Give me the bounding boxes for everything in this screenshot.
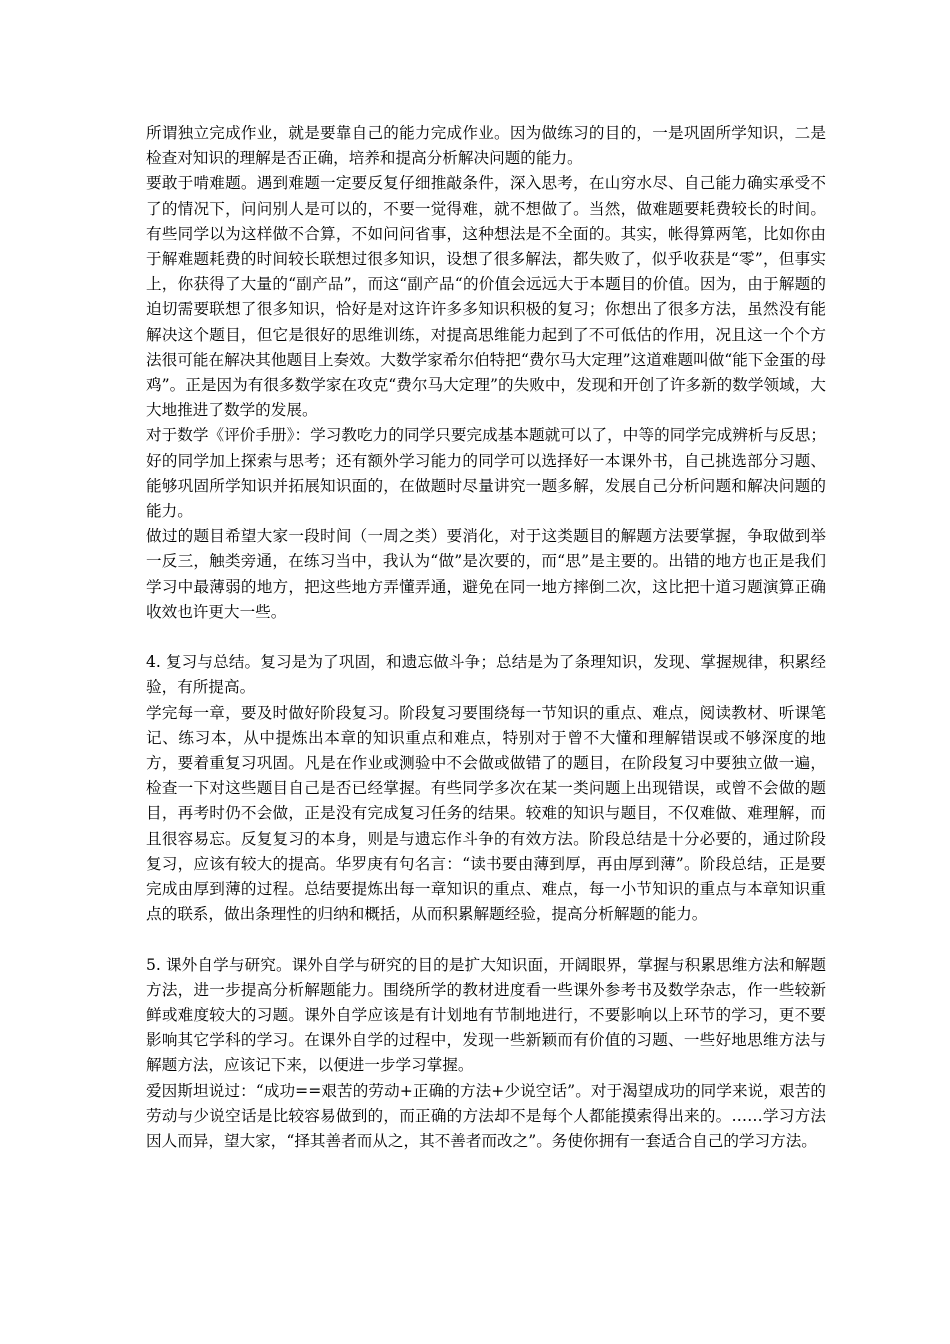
paragraph-independent-homework: 所谓独立完成作业，就是要靠自己的能力完成作业。因为做练习的目的，一是巩固所学知识，二是检查对知识的理解是否正确，培养和提高分析解决问题的能力。 — [146, 124, 826, 168]
paragraph-spacer — [146, 927, 826, 952]
paragraph-hard-problems: 要敢于啃难题。遇到难题一定要反复仔细推敲条件，深入思考，在山穷水尽、自己能力确实承受不了的情况下，问问别人是可以的，不要一觉得难，就不想做了。当然，做难题要耗费较长的时间。有些同学以为这样做不合算，不如问问省事，这种想法是不全面的。其实，帐得算两笔，比如你由于解难题耗费的时间较长联想过很多知识，设想了很多解法，都失败了，似乎收获是“零”，但事实上，你获得了大量的“副产品”，而这“副产品“的价值会远远大于本题目的价值。因为，由于解题的迫切需要联想了很多知识，恰好是对这许许多多知识积极的复习；你想出了很多方法，虽然没有能解决这个题目，但它是很好的思维训练，对提高思维能力起到了不可低估的作用，况且这一个个方法很可能在解决其他题目上奏效。大数学家希尔伯特把“费尔马大定理”这道难题叫做“能下金蛋的母鸡”。正是因为有很多数学家在攻克“费尔马大定理”的失败中，发现和开创了许多新的数学领域，大大地推进了数学的发展。 — [146, 174, 826, 420]
paragraph-einstein-quote: 爱因斯坦说过：“成功==艰苦的劳动+正确的方法+少说空话”。对于渴望成功的同学来说，艰苦的劳动与少说空话是比较容易做到的，而正确的方法却不是每个人都能摸索得出来的。……学习方法因人而异，望大家，“择其善者而从之，其不善者而改之”。务使你拥有一套适合自己的学习方法。 — [146, 1081, 826, 1151]
paragraph-stage-review: 学完每一章，要及时做好阶段复习。阶段复习要围绕每一节知识的重点、难点，阅读教材、听课笔记、练习本，从中提炼出本章的知识重点和难点，特别对于曾不大懂和理解错误或不够深度的地方，要着重复习巩固。凡是在作业或测验中不会做或做错了的题目，在阶段复习中要独立做一遍，检查一下对这些题目自己是否已经掌握。有些同学多次在某一类问题上出现错误，或曾不会做的题目，再考时仍不会做，正是没有完成复习任务的结果。较难的知识与题目，不仅难做、难理解，而且很容易忘。反复复习的本身，则是与遗忘作斗争的有效方法。阶段总结是十分必要的，通过阶段复习，应该有较大的提高。华罗庚有句名言：“读书要由薄到厚，再由厚到薄”。阶段总结，正是要完成由厚到薄的过程。总结要提炼出每一章知识的重点、难点，每一小节知识的重点与本章知识重点的联系，做出条理性的归纳和概括，从而积累解题经验，提高分析解题的能力。 — [146, 703, 826, 924]
document-body — [146, 121, 826, 1154]
paragraph-evaluation-handbook: 对于数学《评价手册》：学习教吃力的同学只要完成基本题就可以了，中等的同学完成辨析与反思；好的同学加上探索与思考；还有额外学习能力的同学可以选择好一本课外书，自己挑选部分习题、能够巩固所学知识并拓展知识面的，在做题时尽量讲究一题多解，发展自己分析问题和解决问题的能力。 — [146, 426, 826, 521]
paragraph-spacer — [146, 625, 826, 650]
paragraph-self-study-heading: 5. 课外自学与研究。课外自学与研究的目的是扩大知识面，开阔眼界，掌握与积累思维方法和解题方法，进一步提高分析解题能力。围绕所学的教材进度看一些课外参考书及数学杂志，作一些较新鲜或难度较大的习题。课外自学应该是有计划地有节制地进行，不要影响以上环节的学习，更不要影响其它学科的学习。在课外自学的过程中，发现一些新颖而有价值的习题、一些好地思维方法与解题方法，应该记下来，以便进一步学习掌握。 — [146, 955, 826, 1075]
paragraph-digest-problems: 做过的题目希望大家一段时间（一周之类）要消化，对于这类题目的解题方法要掌握，争取做到举一反三，触类旁通，在练习当中，我认为“做”是次要的，而“思”是主要的。出错的地方也正是我们学习中最薄弱的地方，把这些地方弄懂弄通，避免在同一地方摔倒二次，这比把十道习题演算正确收效也许更大一些。 — [146, 527, 826, 621]
paragraph-review-summary-heading: 4. 复习与总结。复习是为了巩固，和遗忘做斗争；总结是为了条理知识，发现、掌握规律，积累经验，有所提高。 — [146, 653, 826, 697]
